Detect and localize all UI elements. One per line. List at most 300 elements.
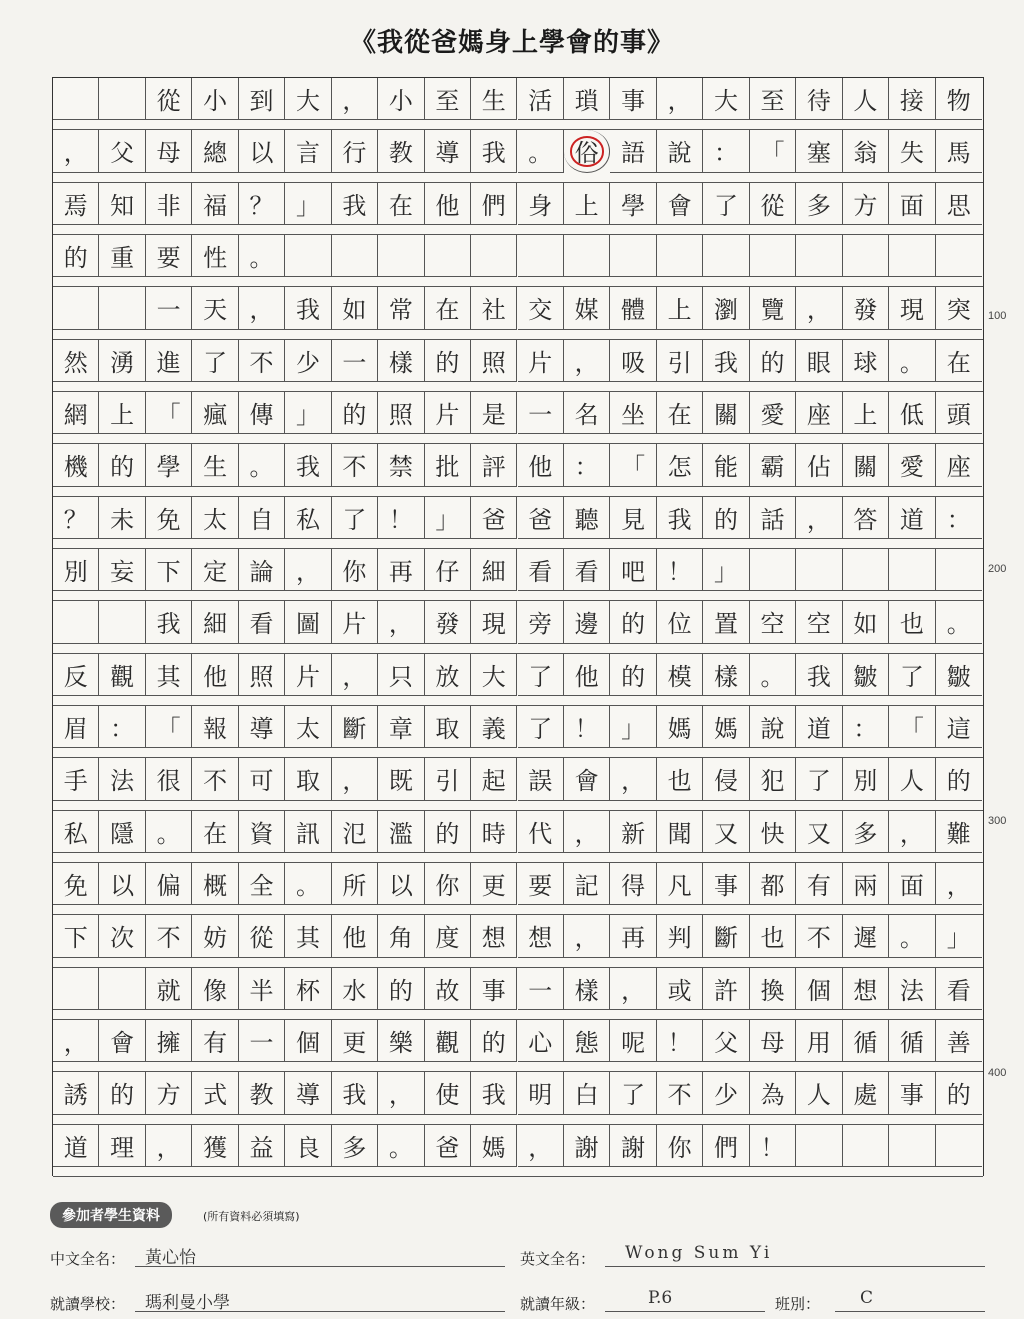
grid-cell: 愛	[750, 392, 796, 434]
grid-cell: 知	[99, 183, 145, 225]
grid-cell: ：	[99, 706, 145, 748]
grid-cell: 邊	[564, 601, 610, 643]
grid-cell: 佔	[796, 444, 842, 486]
grid-cell: 以	[378, 863, 424, 905]
grid-cell: 低	[889, 392, 935, 434]
grid-cell: 下	[146, 549, 192, 591]
grid-cell: 現	[889, 287, 935, 329]
grid-cell: 到	[239, 78, 285, 120]
grid-cell: 細	[471, 549, 517, 591]
grid-cell: 得	[610, 863, 656, 905]
grid-cell: 眼	[796, 340, 842, 382]
grid-cell: ，	[146, 1125, 192, 1167]
grid-cell: 不	[657, 1072, 703, 1114]
row-gap	[53, 591, 983, 601]
grid-cell: 事	[471, 968, 517, 1010]
grid-cell: 的	[703, 497, 749, 539]
grid-cell: 上	[99, 392, 145, 434]
grid-cell: 道	[796, 706, 842, 748]
grid-cell: 。	[239, 235, 285, 277]
grid-cell	[889, 235, 935, 277]
grid-cell	[889, 549, 935, 591]
grid-cell: 次	[99, 915, 145, 957]
grid-cell: 片	[425, 392, 471, 434]
grid-cell: 循	[889, 1020, 935, 1062]
writing-grid	[52, 77, 984, 1176]
grid-cell: 如	[843, 601, 889, 643]
grid-cell: 我	[285, 287, 331, 329]
grid-cell: 觀	[99, 654, 145, 696]
grid-cell: 霸	[750, 444, 796, 486]
grid-cell: 翁	[843, 130, 889, 172]
grid-cell: 導	[239, 706, 285, 748]
grid-cell: 發	[843, 287, 889, 329]
grid-cell: 們	[471, 183, 517, 225]
grid-cell: 導	[285, 1072, 331, 1114]
grid-cell: 言	[285, 130, 331, 172]
english-name-label: 英文全名：	[520, 1250, 596, 1268]
grid-cell: 謝	[564, 1125, 610, 1167]
grid-cell	[471, 235, 517, 277]
grid-cell: 更	[332, 1020, 378, 1062]
grid-cell: 處	[843, 1072, 889, 1114]
grid-cell: 概	[192, 863, 238, 905]
grid-cell: 事	[610, 78, 656, 120]
grid-cell: 樂	[378, 1020, 424, 1062]
grid-cell: 「	[146, 706, 192, 748]
grid-cell: 母	[750, 1020, 796, 1062]
grid-cell	[843, 1125, 889, 1167]
grid-cell: 我	[332, 183, 378, 225]
row-gap	[53, 748, 983, 758]
grid-cell: ，	[378, 1072, 424, 1114]
grid-cell: 」	[285, 183, 331, 225]
grid-cell: 取	[425, 706, 471, 748]
grid-cell: 多	[796, 183, 842, 225]
grid-cell: 。	[285, 863, 331, 905]
grid-cell: 使	[425, 1072, 471, 1114]
info-note: (所有資料必須填寫)	[203, 1210, 300, 1223]
grid-cell: 了	[796, 758, 842, 800]
grid-cell: 隱	[99, 811, 145, 853]
grid-cell: 法	[889, 968, 935, 1010]
grid-cell: 答	[843, 497, 889, 539]
grid-cell: 球	[843, 340, 889, 382]
grid-cell: 道	[53, 1125, 99, 1167]
grid-cell: 現	[471, 601, 517, 643]
row-gap	[53, 801, 983, 811]
grid-cell: 待	[796, 78, 842, 120]
grid-cell: 擁	[146, 1020, 192, 1062]
grid-cell: 的	[936, 1072, 982, 1114]
grid-cell	[518, 235, 564, 277]
grid-cell: 別	[843, 758, 889, 800]
grid-cell: 別	[53, 549, 99, 591]
grid-cell: 「	[889, 706, 935, 748]
grid-cell: 太	[285, 706, 331, 748]
grid-cell: 態	[564, 1020, 610, 1062]
grid-cell: 重	[99, 235, 145, 277]
grid-cell: ！	[657, 549, 703, 591]
grid-cell: 瘋	[192, 392, 238, 434]
grid-cell: 活	[518, 78, 564, 120]
grid-cell	[750, 235, 796, 277]
grid-cell: 多	[843, 811, 889, 853]
grid-cell: 教	[378, 130, 424, 172]
grid-cell: 了	[332, 497, 378, 539]
grid-cell: 的	[332, 392, 378, 434]
chinese-name-value: 黃心怡	[145, 1248, 196, 1268]
grid-cell: 在	[936, 340, 982, 382]
grid-cell: 上	[564, 183, 610, 225]
grid-cell: 要	[146, 235, 192, 277]
grid-cell: 怎	[657, 444, 703, 486]
grid-cell: ：	[936, 497, 982, 539]
grid-cell: 水	[332, 968, 378, 1010]
grid-cell	[332, 235, 378, 277]
grid-cell: 資	[239, 811, 285, 853]
grid-cell: 白	[564, 1072, 610, 1114]
grid-cell: ！	[378, 497, 424, 539]
grid-cell: 免	[146, 497, 192, 539]
grid-cell: 如	[332, 287, 378, 329]
grid-cell: 自	[239, 497, 285, 539]
count-marker-200: 200	[988, 563, 1007, 575]
grid-cell: 引	[657, 340, 703, 382]
grid-cell: 座	[796, 392, 842, 434]
grid-cell: 。	[889, 915, 935, 957]
grid-cell: 少	[703, 1072, 749, 1114]
grid-cell: 不	[192, 758, 238, 800]
grid-cell: 學	[610, 183, 656, 225]
grid-cell: 再	[378, 549, 424, 591]
grid-cell: 在	[378, 183, 424, 225]
count-marker-100: 100	[988, 310, 1007, 322]
grid-cell: 一	[146, 287, 192, 329]
grid-cell: 有	[192, 1020, 238, 1062]
grid-cell	[889, 1125, 935, 1167]
grid-cell: 度	[425, 915, 471, 957]
grid-cell: 媽	[703, 706, 749, 748]
grid-cell: 見	[610, 497, 656, 539]
grid-cell	[99, 287, 145, 329]
grid-cell: 未	[99, 497, 145, 539]
grid-cell: 理	[99, 1125, 145, 1167]
grid-cell: 說	[657, 130, 703, 172]
grid-cell: 少	[285, 340, 331, 382]
grid-cell: 代	[518, 811, 564, 853]
row-gap	[53, 173, 983, 183]
grid-cell	[53, 601, 99, 643]
grid-cell: 關	[703, 392, 749, 434]
grid-cell: 從	[146, 78, 192, 120]
row-gap	[53, 330, 983, 340]
grid-cell: 引	[425, 758, 471, 800]
grid-cell: ，	[610, 968, 656, 1010]
grid-cell: 。	[936, 601, 982, 643]
grid-cell: 圖	[285, 601, 331, 643]
grid-cell: 吧	[610, 549, 656, 591]
grid-cell: 的	[378, 968, 424, 1010]
grid-cell: 上	[657, 287, 703, 329]
grid-cell: 媽	[471, 1125, 517, 1167]
grid-cell: 大	[285, 78, 331, 120]
grid-cell: 的	[53, 235, 99, 277]
row-gap	[53, 1010, 983, 1020]
grid-cell: 。	[239, 444, 285, 486]
grid-cell: 。	[518, 130, 564, 172]
participant-info-badge: 參加者學生資料	[50, 1202, 172, 1228]
grid-cell: 又	[796, 811, 842, 853]
grid-cell: 你	[332, 549, 378, 591]
grid-cell: 個	[285, 1020, 331, 1062]
grid-cell: 。	[750, 654, 796, 696]
grid-cell: ，	[796, 497, 842, 539]
grid-cell	[796, 1125, 842, 1167]
grid-cell: 他	[192, 654, 238, 696]
grid-cell: 益	[239, 1125, 285, 1167]
grid-cell: 旁	[518, 601, 564, 643]
grid-cell: 媽	[657, 706, 703, 748]
grid-cell: 看	[936, 968, 982, 1010]
grid-cell: 的	[610, 601, 656, 643]
grid-cell	[750, 549, 796, 591]
grid-cell: 起	[471, 758, 517, 800]
grid-cell: 網	[53, 392, 99, 434]
grid-cell: 一	[239, 1020, 285, 1062]
grid-cell: 社	[471, 287, 517, 329]
class-label: 班別：	[775, 1295, 821, 1313]
grid-cell: 空	[796, 601, 842, 643]
grid-cell: 瑣	[564, 78, 610, 120]
grid-cell: 我	[146, 601, 192, 643]
grid-cell: 就	[146, 968, 192, 1010]
grid-cell: 故	[425, 968, 471, 1010]
grid-cell: 小	[192, 78, 238, 120]
grid-cell: 上	[843, 392, 889, 434]
grid-cell: 塞	[796, 130, 842, 172]
grid-cell: 的	[99, 444, 145, 486]
row-gap	[53, 644, 983, 654]
grid-cell: 皺	[936, 654, 982, 696]
grid-cell: 們	[703, 1125, 749, 1167]
grid-cell: 我	[471, 130, 517, 172]
grid-cell: 坐	[610, 392, 656, 434]
grid-cell: 明	[518, 1072, 564, 1114]
grid-cell: ：	[564, 444, 610, 486]
grid-cell: 看	[518, 549, 564, 591]
grid-cell: ？	[239, 183, 285, 225]
grid-cell: ，	[332, 758, 378, 800]
grid-cell: 的	[750, 340, 796, 382]
grid-cell: ！	[564, 706, 610, 748]
row-gap	[53, 905, 983, 915]
grid-cell: 想	[518, 915, 564, 957]
row-gap	[53, 853, 983, 863]
grade-value: P.6	[648, 1288, 673, 1308]
grid-cell: 凡	[657, 863, 703, 905]
row-gap	[53, 382, 983, 392]
grid-cell	[53, 968, 99, 1010]
grid-cell: 爸	[471, 497, 517, 539]
grid-cell: 道	[889, 497, 935, 539]
grid-cell: 」	[285, 392, 331, 434]
grid-cell: 斷	[703, 915, 749, 957]
grid-cell: 兩	[843, 863, 889, 905]
grid-cell: 學	[146, 444, 192, 486]
grid-cell: 訊	[285, 811, 331, 853]
grid-cell: 聽	[564, 497, 610, 539]
grid-cell: 至	[425, 78, 471, 120]
grid-cell: 快	[750, 811, 796, 853]
row-gap	[53, 277, 983, 287]
row-gap	[53, 120, 983, 130]
grid-cell: 人	[889, 758, 935, 800]
grid-cell: 小	[378, 78, 424, 120]
grid-cell: 常	[378, 287, 424, 329]
grid-cell: 心	[518, 1020, 564, 1062]
grid-cell: 呢	[610, 1020, 656, 1062]
grid-cell: 我	[285, 444, 331, 486]
grid-cell	[936, 1125, 982, 1167]
grid-cell: ，	[378, 601, 424, 643]
grid-cell: 又	[703, 811, 749, 853]
grid-cell: 我	[471, 1072, 517, 1114]
grid-cell: 妄	[99, 549, 145, 591]
grid-cell: 」	[425, 497, 471, 539]
grid-cell: 然	[53, 340, 99, 382]
grid-cell	[99, 968, 145, 1010]
grid-cell: 發	[425, 601, 471, 643]
grid-cell: 模	[657, 654, 703, 696]
grid-cell: ，	[936, 863, 982, 905]
grid-cell: 導	[425, 130, 471, 172]
school-value: 瑪利曼小學	[145, 1293, 230, 1313]
grid-cell: 吸	[610, 340, 656, 382]
grid-cell: 私	[53, 811, 99, 853]
grid-cell: 你	[425, 863, 471, 905]
grid-cell: 會	[564, 758, 610, 800]
grid-cell: 禁	[378, 444, 424, 486]
grid-cell: 半	[239, 968, 285, 1010]
grid-cell: 是	[471, 392, 517, 434]
grid-cell: 手	[53, 758, 99, 800]
grid-cell: 觀	[425, 1020, 471, 1062]
row-gap	[53, 487, 983, 497]
grid-cell: 」	[703, 549, 749, 591]
grid-cell: 關	[843, 444, 889, 486]
grid-cell: 只	[378, 654, 424, 696]
grade-label: 就讀年級：	[520, 1295, 596, 1313]
grid-cell: 方	[146, 1072, 192, 1114]
grid-cell: 大	[471, 654, 517, 696]
grid-cell: 很	[146, 758, 192, 800]
grid-cell: 人	[843, 78, 889, 120]
grid-cell: 細	[192, 601, 238, 643]
grid-cell: 突	[936, 287, 982, 329]
grid-cell: 新	[610, 811, 656, 853]
grid-cell: 有	[796, 863, 842, 905]
grid-cell: 杯	[285, 968, 331, 1010]
grid-cell: ，	[518, 1125, 564, 1167]
grid-cell: ，	[239, 287, 285, 329]
grid-cell: 生	[471, 78, 517, 120]
grid-cell: 。	[146, 811, 192, 853]
grid-cell: 身	[518, 183, 564, 225]
row-gap	[53, 1062, 983, 1072]
grid-cell: 或	[657, 968, 703, 1010]
grid-cell: 定	[192, 549, 238, 591]
grid-cell	[564, 235, 610, 277]
grid-cell	[53, 287, 99, 329]
grid-cell: 報	[192, 706, 238, 748]
grid-cell: 會	[657, 183, 703, 225]
grid-cell: 體	[610, 287, 656, 329]
grid-cell	[53, 78, 99, 120]
grid-cell: 斷	[332, 706, 378, 748]
grid-cell: 位	[657, 601, 703, 643]
grid-cell: 置	[703, 601, 749, 643]
grid-cell: 從	[750, 183, 796, 225]
grid-cell: 從	[239, 915, 285, 957]
grid-cell: 反	[53, 654, 99, 696]
grid-cell: 也	[750, 915, 796, 957]
grid-cell: 義	[471, 706, 517, 748]
grid-cell: 的	[936, 758, 982, 800]
count-marker-400: 400	[988, 1067, 1007, 1079]
grid-cell: 批	[425, 444, 471, 486]
grid-cell: 他	[425, 183, 471, 225]
grid-cell: 偏	[146, 863, 192, 905]
grid-cell: 湧	[99, 340, 145, 382]
grid-cell: ，	[564, 915, 610, 957]
grid-cell: 許	[703, 968, 749, 1010]
grid-cell: 傳	[239, 392, 285, 434]
grid-cell: 看	[564, 549, 610, 591]
grid-cell: 獲	[192, 1125, 238, 1167]
grid-cell: 放	[425, 654, 471, 696]
grid-cell: 一	[518, 392, 564, 434]
grid-cell: 你	[657, 1125, 703, 1167]
grid-cell: 時	[471, 811, 517, 853]
grid-cell: 誘	[53, 1072, 99, 1114]
grid-cell: 的	[425, 340, 471, 382]
grid-cell: 免	[53, 863, 99, 905]
grid-cell: 都	[750, 863, 796, 905]
grid-cell: 要	[518, 863, 564, 905]
grid-cell: 不	[332, 444, 378, 486]
grid-cell	[99, 78, 145, 120]
grid-cell: 的	[471, 1020, 517, 1062]
grid-cell: ？	[53, 497, 99, 539]
grid-cell: 性	[192, 235, 238, 277]
grid-cell: ，	[285, 549, 331, 591]
grid-cell: ，	[657, 78, 703, 120]
grid-cell: 片	[285, 654, 331, 696]
row-gap	[53, 696, 983, 706]
grid-cell: 照	[471, 340, 517, 382]
grid-cell: 母	[146, 130, 192, 172]
grid-cell: 樣	[703, 654, 749, 696]
grid-cell: 私	[285, 497, 331, 539]
grid-cell: 機	[53, 444, 99, 486]
grid-cell: 頭	[936, 392, 982, 434]
grid-cell: 」	[610, 706, 656, 748]
grid-cell: 像	[192, 968, 238, 1010]
grid-cell: 媒	[564, 287, 610, 329]
grid-cell: 總	[192, 130, 238, 172]
grid-cell: 他	[518, 444, 564, 486]
